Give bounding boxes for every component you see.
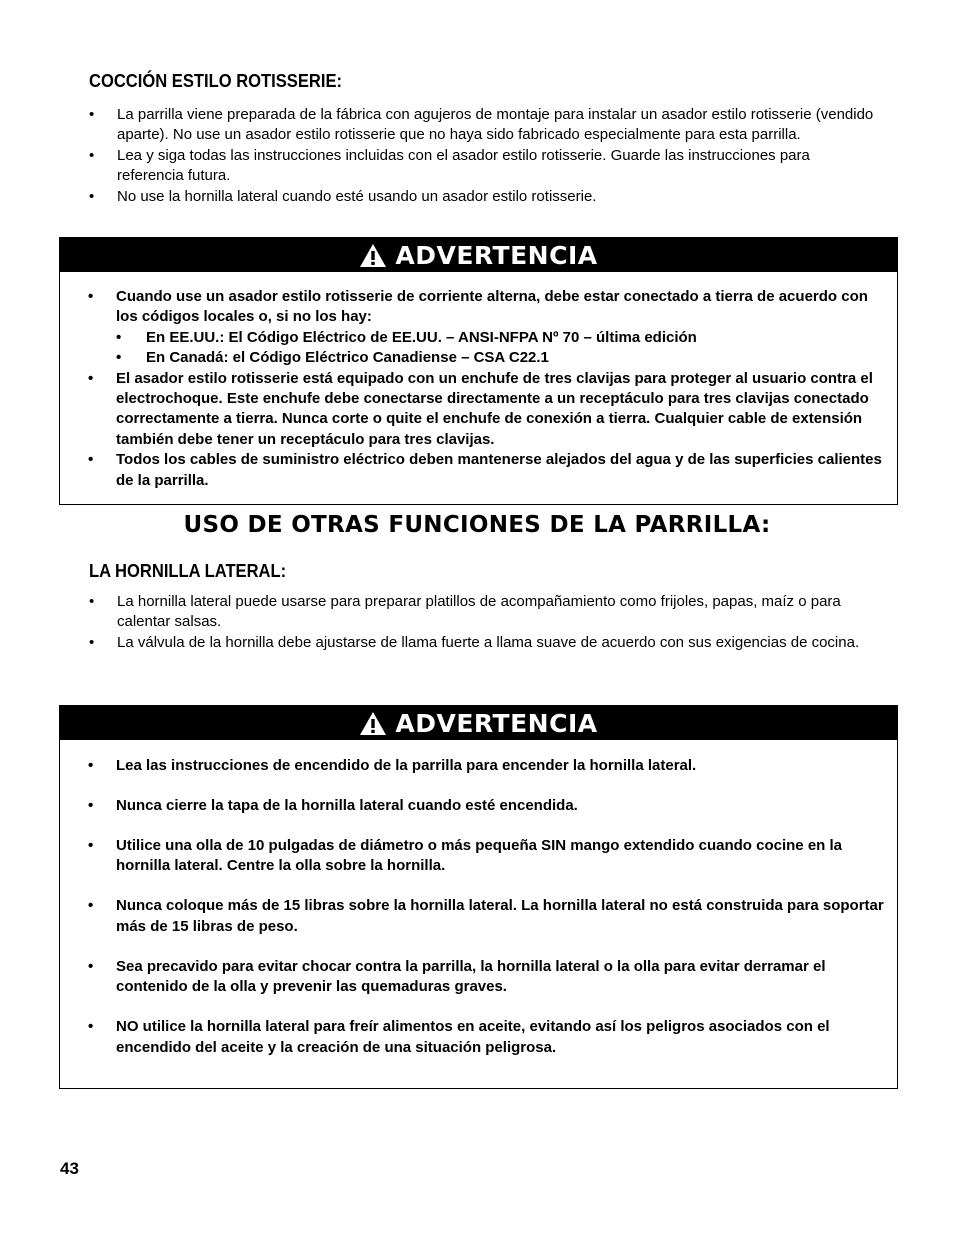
warning-triangle-icon bbox=[359, 243, 387, 268]
list-item: • No use la hornilla lateral cuando esté usando un asador estilo rotisserie. bbox=[89, 187, 879, 207]
list-item: • Nunca coloque más de 15 libras sobre la hornilla lateral. La hornilla lateral no está construida para soportar más de 15 libras de peso. bbox=[88, 896, 888, 937]
list-item-text: Cuando use un asador estilo rotisserie de corriente alterna, debe estar conectado a tierra de acuerdo con los códigos locales o, si no los hay: bbox=[116, 288, 868, 326]
warning-header bbox=[60, 238, 897, 272]
warning-list bbox=[88, 287, 888, 491]
warning-box-side-burner bbox=[59, 705, 898, 1089]
sub-list-item: • En EE.UU.: El Código Eléctrico de EE.UU. – ANSI-NFPA Nº 70 – última edición bbox=[116, 328, 888, 348]
list-item: • Sea precavido para evitar chocar contra la parrilla, la hornilla lateral o la olla para evitar derramar el contenido de la olla y prevenir las quemaduras graves. bbox=[88, 957, 888, 998]
list-item: • Lea las instrucciones de encendido de la parrilla para encender la hornilla lateral. bbox=[88, 756, 888, 776]
list-item: • Lea y siga todas las instrucciones incluidas con el asador estilo rotisserie. Guarde las instrucciones para referencia futura. bbox=[89, 146, 879, 187]
list-item bbox=[88, 287, 888, 369]
list-item: • El asador estilo rotisserie está equipado con un enchufe de tres clavijas para proteger al usuario contra el electrochoque. Este enchufe debe conectarse directamente a un receptáculo para tres clavijas conectado correctamente a tierra. Nunca corte o quite el enchufe de conexión a tierra. Cualquier cable de extensión también debe tener un receptáculo para tres clavijas. bbox=[88, 369, 888, 451]
warning-triangle-icon bbox=[359, 711, 387, 736]
list-item: • La hornilla lateral puede usarse para preparar platillos de acompañamiento como frijoles, papas, maíz o para calentar salsas. bbox=[89, 592, 879, 633]
section-title: USO DE OTRAS FUNCIONES DE LA PARRILLA: bbox=[183, 512, 771, 538]
warning-list bbox=[88, 756, 888, 1078]
warning-title: ADVERTENCIA bbox=[395, 240, 598, 270]
list-item: • Todos los cables de suministro eléctrico deben mantenerse alejados del agua y de las superficies calientes de la parrilla. bbox=[88, 450, 888, 491]
list-item: • NO utilice la hornilla lateral para freír alimentos en aceite, evitando así los peligros asociados con el encendido del aceite y la creación de una situación peligrosa. bbox=[88, 1017, 888, 1058]
sub-list bbox=[116, 328, 888, 369]
list-item: • La parrilla viene preparada de la fábrica con agujeros de montaje para instalar un asador estilo rotisserie (vendido aparte). No use un asador estilo rotisserie que no haya sido fabricado especialmente para esta parrilla. bbox=[89, 105, 879, 146]
list-item: • Utilice una olla de 10 pulgadas de diámetro o más pequeña SIN mango extendido cuando cocine en la hornilla lateral. Centre la olla sobre la hornilla. bbox=[88, 836, 888, 877]
warning-box-rotisserie bbox=[59, 237, 898, 505]
side-burner-heading: LA HORNILLA LATERAL: bbox=[89, 561, 287, 581]
list-item: • La válvula de la hornilla debe ajustarse de llama fuerte a llama suave de acuerdo con sus exigencias de cocina. bbox=[89, 633, 879, 653]
rotisserie-heading: COCCIÓN ESTILO ROTISSERIE: bbox=[89, 71, 343, 91]
sub-list-item: • En Canadá: el Código Eléctrico Canadiense – CSA C22.1 bbox=[116, 348, 888, 368]
warning-header bbox=[60, 706, 897, 740]
page-number: 43 bbox=[60, 1159, 79, 1178]
list-item: • Nunca cierre la tapa de la hornilla lateral cuando esté encendida. bbox=[88, 796, 888, 816]
side-burner-list bbox=[89, 592, 879, 653]
warning-title: ADVERTENCIA bbox=[395, 708, 598, 738]
rotisserie-list bbox=[89, 105, 879, 207]
